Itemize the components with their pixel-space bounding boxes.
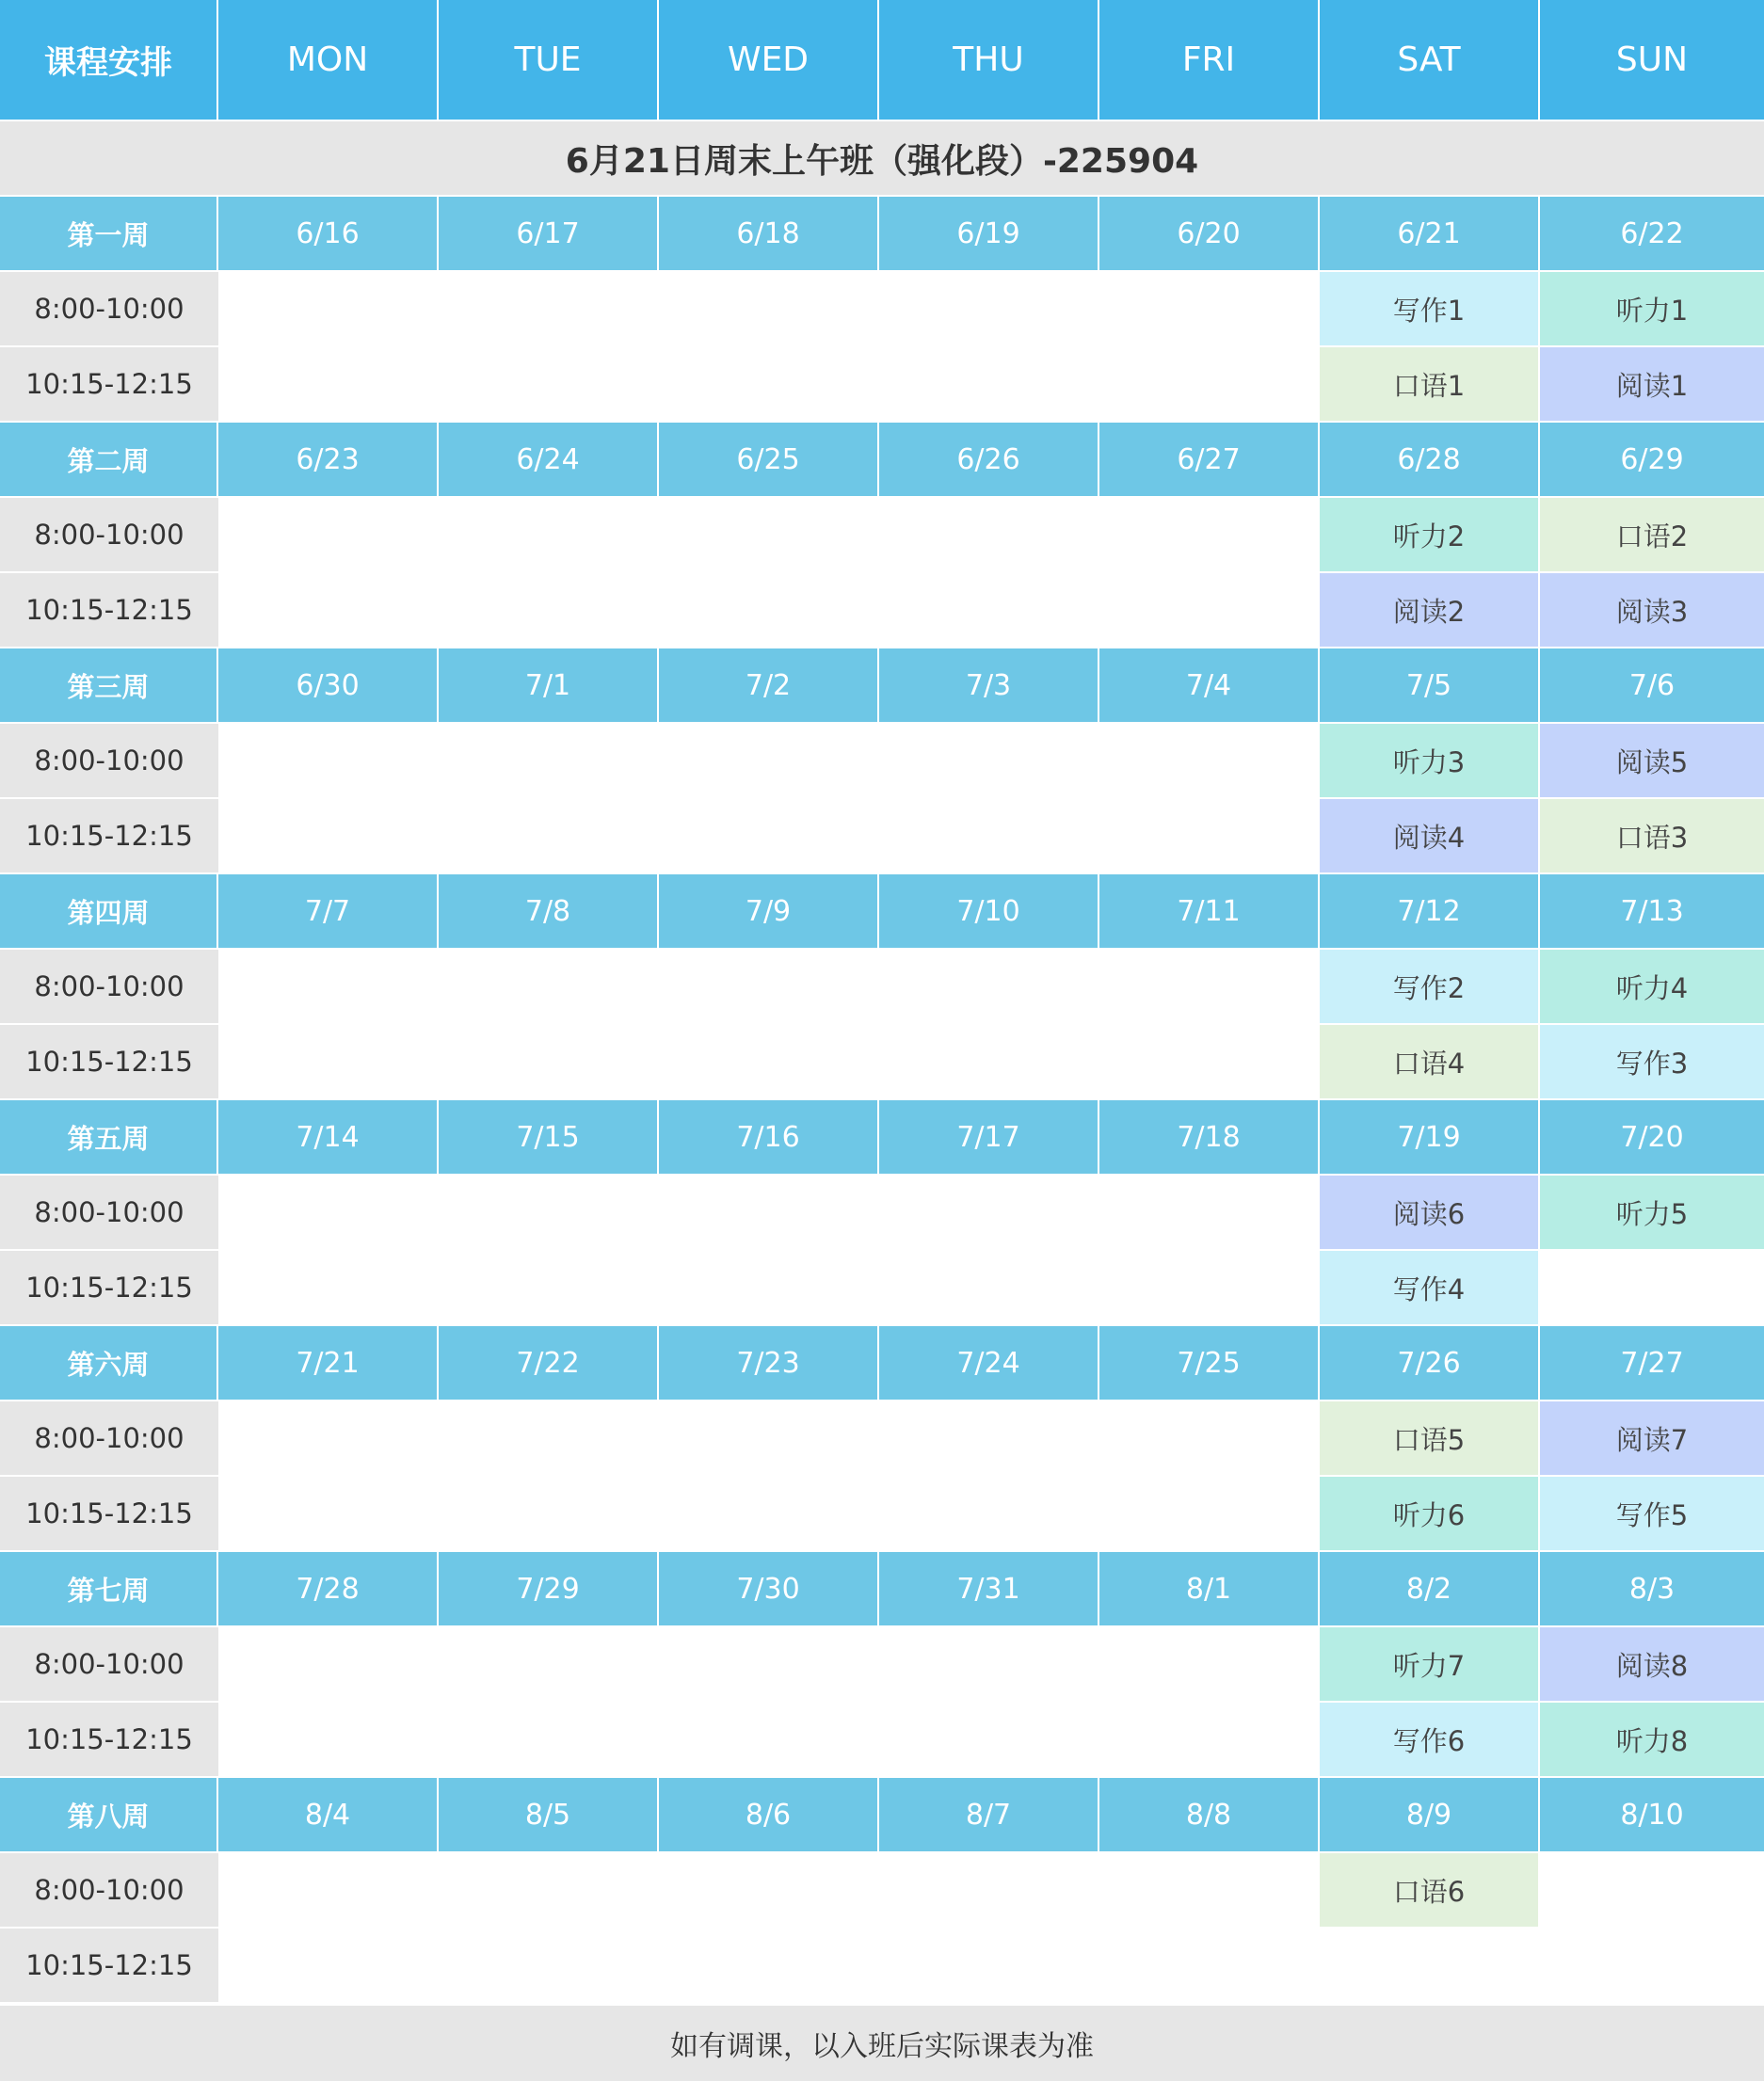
- date-cell-sun: 6/29: [1540, 423, 1764, 498]
- date-cell-thu: 7/17: [879, 1100, 1099, 1176]
- class-cell-sun: 阅读1: [1540, 347, 1764, 423]
- date-cell-fri: 7/4: [1099, 648, 1320, 724]
- class-cell-sun: 听力8: [1540, 1703, 1764, 1778]
- date-cell-tue: 7/22: [439, 1326, 659, 1401]
- date-cell-wed: 7/23: [659, 1326, 879, 1401]
- class-cell-sun: 阅读5: [1540, 724, 1764, 799]
- date-cell-wed: 6/18: [659, 197, 879, 272]
- class-cell-sat: 口语1: [1320, 347, 1540, 423]
- day-header-fri: FRI: [1099, 0, 1320, 120]
- date-cell-mon: 6/16: [218, 197, 439, 272]
- weekday-empty-cells: [218, 498, 1320, 573]
- date-cell-sat: 7/5: [1320, 648, 1540, 724]
- weekday-empty-cells: [218, 347, 1320, 423]
- time-slot-label: 8:00-10:00: [0, 724, 218, 799]
- day-header-sat: SAT: [1320, 0, 1540, 120]
- day-header-wed: WED: [659, 0, 879, 120]
- date-cell-wed: 7/16: [659, 1100, 879, 1176]
- class-cell-sun: 阅读7: [1540, 1401, 1764, 1477]
- date-cell-fri: 7/11: [1099, 874, 1320, 950]
- class-cell-sat: 写作2: [1320, 950, 1540, 1025]
- date-cell-sun: 7/20: [1540, 1100, 1764, 1176]
- time-slot-label: 10:15-12:15: [0, 1251, 218, 1326]
- class-cell-sun: [1540, 1853, 1764, 1929]
- class-cell-sun: 阅读8: [1540, 1627, 1764, 1703]
- date-cell-sat: 7/26: [1320, 1326, 1540, 1401]
- weekday-empty-cells: [218, 272, 1320, 347]
- date-cell-mon: 8/4: [218, 1778, 439, 1853]
- class-cell-sun: [1540, 1251, 1764, 1326]
- week-label: 第一周: [0, 197, 218, 272]
- class-cell-sat: 写作1: [1320, 272, 1540, 347]
- class-cell-sat: 阅读2: [1320, 573, 1540, 648]
- weekday-empty-cells: [218, 1251, 1320, 1326]
- date-cell-thu: 6/19: [879, 197, 1099, 272]
- date-cell-mon: 7/7: [218, 874, 439, 950]
- class-cell-sat: 阅读6: [1320, 1176, 1540, 1251]
- class-cell-sun: 听力5: [1540, 1176, 1764, 1251]
- date-cell-fri: 7/18: [1099, 1100, 1320, 1176]
- class-cell-sun: 听力1: [1540, 272, 1764, 347]
- time-slot-label: 8:00-10:00: [0, 1853, 218, 1929]
- time-slot-label: 10:15-12:15: [0, 1477, 218, 1552]
- day-header-thu: THU: [879, 0, 1099, 120]
- time-slot-label: 8:00-10:00: [0, 272, 218, 347]
- schedule-footnote: 如有调课，以入班后实际课表为准: [0, 2004, 1764, 2081]
- day-header-sun: SUN: [1540, 0, 1764, 120]
- class-cell-sun: 阅读3: [1540, 573, 1764, 648]
- date-cell-tue: 7/1: [439, 648, 659, 724]
- time-slot-label: 10:15-12:15: [0, 347, 218, 423]
- weekday-empty-cells: [218, 724, 1320, 799]
- schedule-title: 课程安排: [0, 0, 218, 120]
- date-cell-wed: 6/25: [659, 423, 879, 498]
- weekday-empty-cells: [218, 1176, 1320, 1251]
- class-cell-sat: 写作6: [1320, 1703, 1540, 1778]
- class-cell-sat: 口语4: [1320, 1025, 1540, 1100]
- class-cell-sat: [1320, 1929, 1540, 2004]
- date-cell-thu: 7/3: [879, 648, 1099, 724]
- week-label: 第二周: [0, 423, 218, 498]
- date-cell-sun: 8/10: [1540, 1778, 1764, 1853]
- weekday-empty-cells: [218, 950, 1320, 1025]
- date-cell-mon: 7/28: [218, 1552, 439, 1627]
- time-slot-label: 8:00-10:00: [0, 1627, 218, 1703]
- date-cell-fri: 8/8: [1099, 1778, 1320, 1853]
- week-label: 第三周: [0, 648, 218, 724]
- date-cell-fri: 8/1: [1099, 1552, 1320, 1627]
- date-cell-sat: 7/19: [1320, 1100, 1540, 1176]
- date-cell-tue: 6/24: [439, 423, 659, 498]
- weekday-empty-cells: [218, 1929, 1320, 2004]
- date-cell-tue: 7/15: [439, 1100, 659, 1176]
- date-cell-sun: 7/13: [1540, 874, 1764, 950]
- week-label: 第七周: [0, 1552, 218, 1627]
- date-cell-mon: 6/30: [218, 648, 439, 724]
- week-label: 第四周: [0, 874, 218, 950]
- class-cell-sun: 口语3: [1540, 799, 1764, 874]
- date-cell-wed: 7/30: [659, 1552, 879, 1627]
- week-label: 第八周: [0, 1778, 218, 1853]
- date-cell-fri: 7/25: [1099, 1326, 1320, 1401]
- class-cell-sat: 听力3: [1320, 724, 1540, 799]
- date-cell-mon: 6/23: [218, 423, 439, 498]
- date-cell-tue: 7/8: [439, 874, 659, 950]
- date-cell-fri: 6/27: [1099, 423, 1320, 498]
- class-cell-sat: 听力2: [1320, 498, 1540, 573]
- weekday-empty-cells: [218, 1627, 1320, 1703]
- date-cell-mon: 7/14: [218, 1100, 439, 1176]
- class-cell-sun: 听力4: [1540, 950, 1764, 1025]
- date-cell-wed: 7/2: [659, 648, 879, 724]
- weekday-empty-cells: [218, 1703, 1320, 1778]
- date-cell-sat: 6/21: [1320, 197, 1540, 272]
- date-cell-tue: 8/5: [439, 1778, 659, 1853]
- date-cell-sat: 8/2: [1320, 1552, 1540, 1627]
- weekday-empty-cells: [218, 1853, 1320, 1929]
- date-cell-thu: 7/31: [879, 1552, 1099, 1627]
- time-slot-label: 8:00-10:00: [0, 950, 218, 1025]
- week-label: 第六周: [0, 1326, 218, 1401]
- class-cell-sat: 听力7: [1320, 1627, 1540, 1703]
- date-cell-sat: 8/9: [1320, 1778, 1540, 1853]
- weekday-empty-cells: [218, 1401, 1320, 1477]
- class-cell-sat: 口语5: [1320, 1401, 1540, 1477]
- day-header-tue: TUE: [439, 0, 659, 120]
- class-cell-sat: 听力6: [1320, 1477, 1540, 1552]
- date-cell-sun: 6/22: [1540, 197, 1764, 272]
- time-slot-label: 10:15-12:15: [0, 1929, 218, 2004]
- time-slot-label: 10:15-12:15: [0, 1703, 218, 1778]
- time-slot-label: 8:00-10:00: [0, 1401, 218, 1477]
- date-cell-sat: 6/28: [1320, 423, 1540, 498]
- date-cell-sat: 7/12: [1320, 874, 1540, 950]
- class-cell-sun: 写作3: [1540, 1025, 1764, 1100]
- date-cell-thu: 6/26: [879, 423, 1099, 498]
- date-cell-sun: 7/27: [1540, 1326, 1764, 1401]
- date-cell-thu: 7/10: [879, 874, 1099, 950]
- class-cell-sat: 阅读4: [1320, 799, 1540, 874]
- weekday-empty-cells: [218, 573, 1320, 648]
- day-header-mon: MON: [218, 0, 439, 120]
- class-cell-sat: 口语6: [1320, 1853, 1540, 1929]
- date-cell-thu: 7/24: [879, 1326, 1099, 1401]
- date-cell-thu: 8/7: [879, 1778, 1099, 1853]
- class-cell-sat: 写作4: [1320, 1251, 1540, 1326]
- date-cell-tue: 6/17: [439, 197, 659, 272]
- class-banner: 6月21日周末上午班（强化段）-225904: [0, 120, 1764, 197]
- date-cell-mon: 7/21: [218, 1326, 439, 1401]
- time-slot-label: 8:00-10:00: [0, 1176, 218, 1251]
- weekday-empty-cells: [218, 799, 1320, 874]
- class-cell-sun: 写作5: [1540, 1477, 1764, 1552]
- weekday-empty-cells: [218, 1025, 1320, 1100]
- time-slot-label: 8:00-10:00: [0, 498, 218, 573]
- time-slot-label: 10:15-12:15: [0, 799, 218, 874]
- class-cell-sun: [1540, 1929, 1764, 2004]
- date-cell-wed: 7/9: [659, 874, 879, 950]
- date-cell-sun: 7/6: [1540, 648, 1764, 724]
- date-cell-sun: 8/3: [1540, 1552, 1764, 1627]
- date-cell-wed: 8/6: [659, 1778, 879, 1853]
- class-cell-sun: 口语2: [1540, 498, 1764, 573]
- week-label: 第五周: [0, 1100, 218, 1176]
- date-cell-tue: 7/29: [439, 1552, 659, 1627]
- time-slot-label: 10:15-12:15: [0, 573, 218, 648]
- time-slot-label: 10:15-12:15: [0, 1025, 218, 1100]
- date-cell-fri: 6/20: [1099, 197, 1320, 272]
- weekday-empty-cells: [218, 1477, 1320, 1552]
